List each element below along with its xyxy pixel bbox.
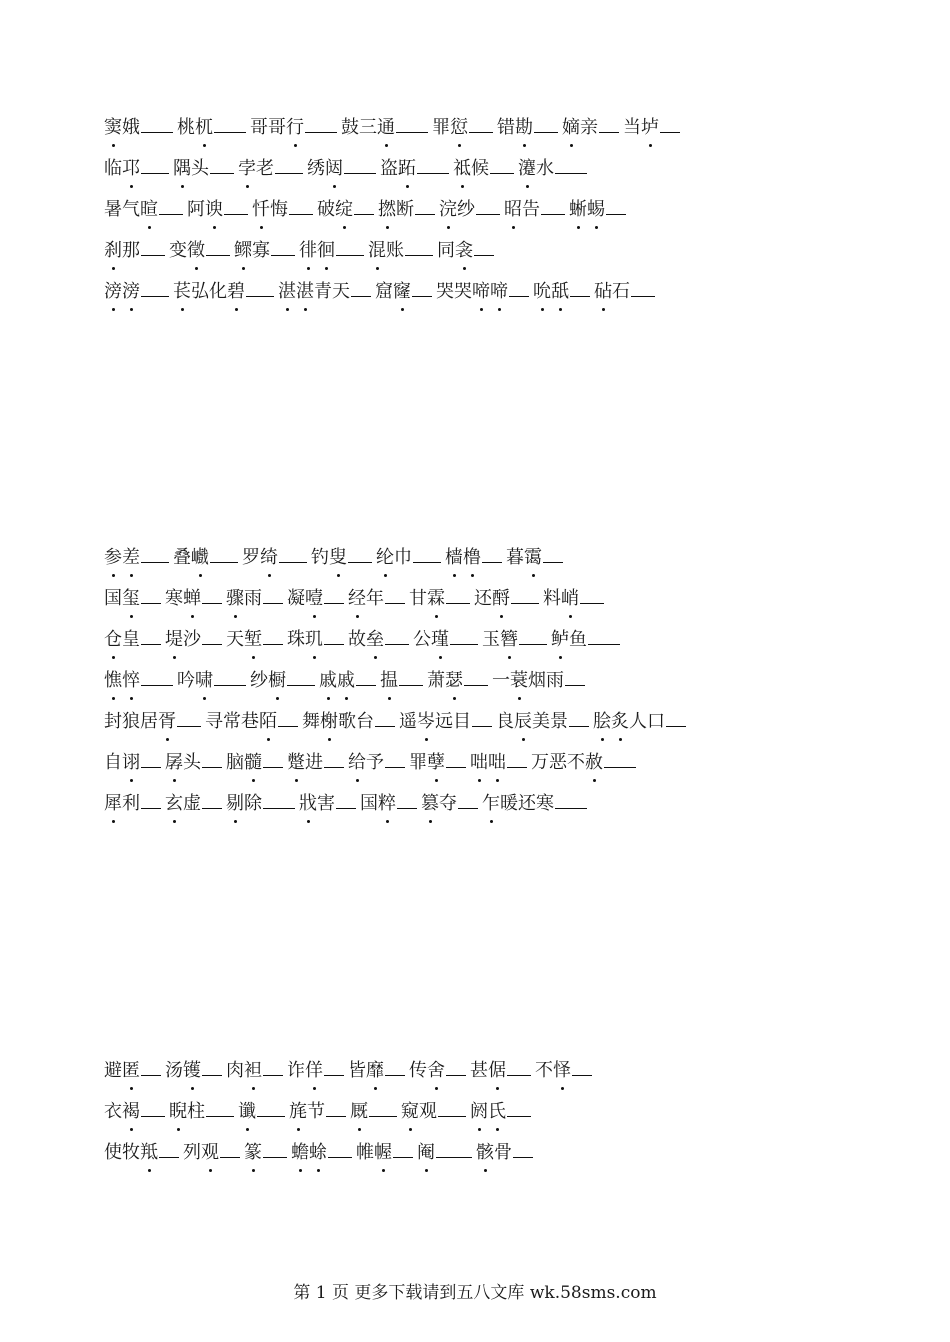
answer-blank[interactable] [385,643,409,645]
vocab-term: 睨柱 [169,1100,234,1124]
answer-blank[interactable] [278,725,298,727]
vocab-term: 樯橹 [445,546,502,570]
exercise-line [104,587,920,628]
vocab-term: 临邛 [104,157,169,181]
answer-blank[interactable] [405,254,433,256]
exercise-line [104,628,920,669]
vocab-term: 滂滂 [104,280,169,304]
vocab-term: 帷幄 [356,1141,413,1165]
answer-blank[interactable] [413,561,441,563]
vocab-term: 国玺 [104,587,161,611]
vocab-term: 祗候 [453,157,514,181]
vocab-term: 传舍 [409,1059,466,1083]
answer-blank[interactable] [159,213,183,215]
answer-blank[interactable] [565,684,585,686]
exercise-line [104,239,920,280]
answer-blank[interactable] [336,254,364,256]
vocab-term: 谶 [238,1100,285,1124]
answer-blank[interactable] [438,1115,466,1117]
answer-blank[interactable] [446,602,470,604]
vocab-term: 昭告 [504,198,565,222]
answer-blank[interactable] [351,295,371,297]
vocab-term: 凝噎 [287,587,344,611]
vocab-term: 戕害 [299,792,356,816]
vocab-term: 罪愆 [432,116,493,140]
vocab-term: 列观 [183,1141,240,1165]
vocab-term: 遥岑远目 [399,710,492,734]
vocab-term: 舞榭歌台 [302,710,395,734]
answer-blank[interactable] [569,725,589,727]
answer-blank[interactable] [263,1074,283,1076]
vocab-term: 仓皇 [104,628,161,652]
vocab-term: 寻常巷陌 [205,710,298,734]
answer-blank[interactable] [599,131,619,133]
vocab-term: 诈佯 [287,1059,344,1083]
answer-blank[interactable] [446,766,466,768]
answer-blank[interactable] [580,602,604,604]
vocab-term: 窦娥 [104,116,173,140]
vocab-term: 绣闼 [307,157,376,181]
vocab-term: 篆 [244,1141,287,1165]
answer-blank[interactable] [206,1115,234,1117]
exercise-section-3 [104,1059,920,1182]
vocab-term: 脍炙人口 [593,710,686,734]
vocab-term: 一蓑烟雨 [492,669,585,693]
vocab-term: 旄节 [289,1100,346,1124]
vocab-term: 不怿 [535,1059,592,1083]
vocab-term: 剔除 [226,792,295,816]
exercise-line [104,546,920,587]
answer-blank[interactable] [263,807,295,809]
answer-blank[interactable] [348,561,372,563]
answer-blank[interactable] [464,684,488,686]
vocab-term: 刹那 [104,239,165,263]
answer-blank[interactable] [385,602,405,604]
answer-blank[interactable] [210,561,238,563]
exercise-section-2 [104,546,920,833]
answer-blank[interactable] [396,131,428,133]
answer-blank[interactable] [555,172,587,174]
answer-blank[interactable] [328,1156,352,1158]
exercise-line [104,792,920,833]
vocab-term: 阿谀 [187,198,248,222]
answer-blank[interactable] [324,643,344,645]
vocab-term: 孱头 [165,751,222,775]
answer-blank[interactable] [450,643,478,645]
vocab-term: 错勘 [497,116,558,140]
answer-blank[interactable] [141,807,161,809]
answer-blank[interactable] [289,213,313,215]
vocab-term: 罪孽 [409,751,466,775]
answer-blank[interactable] [555,807,587,809]
vocab-term: 桃杌 [177,116,246,140]
vocab-term: 厩 [350,1100,397,1124]
vocab-term: 皆靡 [348,1059,405,1083]
answer-blank[interactable] [666,725,686,727]
vocab-term: 脑髓 [226,751,283,775]
answer-blank[interactable] [507,1074,531,1076]
answer-blank[interactable] [474,254,494,256]
answer-blank[interactable] [570,295,590,297]
answer-blank[interactable] [214,684,246,686]
vocab-term: 撚断 [378,198,435,222]
answer-blank[interactable] [393,1156,413,1158]
vocab-term: 衣褐 [104,1100,165,1124]
exercise-line [104,157,920,198]
vocab-term: 同衾 [437,239,494,263]
answer-blank[interactable] [476,213,500,215]
answer-blank[interactable] [275,172,303,174]
vocab-term: 窟窿 [375,280,432,304]
answer-blank[interactable] [519,643,547,645]
vocab-term: 经年 [348,587,405,611]
answer-blank[interactable] [263,643,283,645]
answer-blank[interactable] [305,131,337,133]
vocab-term: 鼓三通 [341,116,428,140]
vocab-term: 公瑾 [413,628,478,652]
vocab-term: 蹩进 [287,751,344,775]
vocab-term: 哭哭啼啼 [436,280,529,304]
answer-blank[interactable] [202,1074,222,1076]
vocab-term: 砧石 [594,280,655,304]
answer-blank[interactable] [375,725,395,727]
answer-blank[interactable] [279,561,307,563]
vocab-term: 当垆 [623,116,680,140]
answer-blank[interactable] [324,766,344,768]
vocab-term: 盗跖 [380,157,449,181]
answer-blank[interactable] [159,1156,179,1158]
exercise-line [104,751,920,792]
answer-blank[interactable] [177,725,201,727]
answer-blank[interactable] [263,1156,287,1158]
vocab-term: 天堑 [226,628,283,652]
vocab-term: 乍暖还寒 [482,792,587,816]
answer-blank[interactable] [206,254,230,256]
answer-blank[interactable] [385,766,405,768]
vocab-term: 嫡亲 [562,116,619,140]
vocab-term: 国粹 [360,792,417,816]
answer-blank[interactable] [513,1156,533,1158]
answer-blank[interactable] [141,1115,165,1117]
vocab-term: 戚戚 [319,669,376,693]
answer-blank[interactable] [509,295,529,297]
answer-blank[interactable] [507,766,527,768]
answer-blank[interactable] [141,131,173,133]
answer-blank[interactable] [202,602,222,604]
answer-blank[interactable] [287,684,315,686]
answer-blank[interactable] [572,1074,592,1076]
answer-blank[interactable] [141,766,161,768]
exercise-line [104,1100,920,1141]
page-footer: 第 1 页 更多下载请到五八文库 wk.58sms.com [293,1283,657,1303]
vocab-term: 罗绮 [242,546,307,570]
answer-blank[interactable] [511,602,539,604]
vocab-term: 暑气暄 [104,198,183,222]
vocab-term: 浣纱 [439,198,500,222]
answer-blank[interactable] [631,295,655,297]
answer-blank[interactable] [469,131,493,133]
exercise-line [104,1059,920,1100]
vocab-term: 珠玑 [287,628,344,652]
answer-blank[interactable] [606,213,626,215]
vocab-term: 揾 [380,669,423,693]
answer-blank[interactable] [344,172,376,174]
answer-blank[interactable] [326,1115,346,1117]
answer-blank[interactable] [660,131,680,133]
exercise-section-1 [104,116,920,321]
vocab-term: 忏悔 [252,198,313,222]
answer-blank[interactable] [354,213,374,215]
vocab-term: 隅头 [173,157,234,181]
answer-blank[interactable] [202,807,222,809]
vocab-term: 纱橱 [250,669,315,693]
answer-blank[interactable] [417,172,449,174]
vocab-term: 钓叟 [311,546,372,570]
vocab-term: 自诩 [104,751,161,775]
exercise-line [104,116,920,157]
vocab-term: 甚倨 [470,1059,531,1083]
vocab-term: 犀利 [104,792,161,816]
vocab-term: 堤沙 [165,628,222,652]
vocab-term: 汤镬 [165,1059,222,1083]
vocab-term: 瀽水 [518,157,587,181]
vocab-term: 甘霖 [409,587,470,611]
answer-blank[interactable] [482,561,502,563]
answer-blank[interactable] [399,684,423,686]
vocab-term: 叠巇 [173,546,238,570]
answer-blank[interactable] [324,602,344,604]
answer-blank[interactable] [543,561,563,563]
answer-blank[interactable] [141,295,169,297]
answer-blank[interactable] [534,131,558,133]
answer-blank[interactable] [246,295,274,297]
exercise-line [104,280,920,321]
vocab-term: 暮霭 [506,546,563,570]
answer-blank[interactable] [271,254,295,256]
answer-blank[interactable] [436,1156,472,1158]
vocab-term: 鲈鱼 [551,628,620,652]
answer-blank[interactable] [472,725,492,727]
vocab-term: 还酹 [474,587,539,611]
answer-blank[interactable] [141,684,173,686]
answer-blank[interactable] [415,213,435,215]
vocab-term: 蜥蜴 [569,198,626,222]
vocab-term: 玄虚 [165,792,222,816]
vocab-term: 孛老 [238,157,303,181]
answer-blank[interactable] [141,602,161,604]
vocab-term: 给予 [348,751,405,775]
answer-blank[interactable] [220,1156,240,1158]
answer-blank[interactable] [141,172,169,174]
vocab-term: 鳏寡 [234,239,295,263]
vocab-term: 良辰美景 [496,710,589,734]
answer-blank[interactable] [412,295,432,297]
answer-blank[interactable] [202,643,222,645]
vocab-term: 玉簪 [482,628,547,652]
vocab-term: 咄咄 [470,751,527,775]
vocab-term: 变徵 [169,239,230,263]
answer-blank[interactable] [224,213,248,215]
answer-blank[interactable] [263,602,283,604]
vocab-term: 篡夺 [421,792,478,816]
vocab-term: 寒蝉 [165,587,222,611]
answer-blank[interactable] [446,1074,466,1076]
exercise-line [104,1141,920,1182]
vocab-term: 故垒 [348,628,409,652]
vocab-term: 阏氏 [470,1100,531,1124]
vocab-term: 徘徊 [299,239,364,263]
answer-blank[interactable] [263,766,283,768]
vocab-term: 阉 [417,1141,472,1165]
vocab-term: 避匿 [104,1059,161,1083]
vocab-term: 蟾蜍 [291,1141,352,1165]
answer-blank[interactable] [458,807,478,809]
vocab-term: 窥观 [401,1100,466,1124]
answer-blank[interactable] [210,172,234,174]
vocab-term: 封狼居胥 [104,710,201,734]
answer-blank[interactable] [541,213,565,215]
vocab-term: 料峭 [543,587,604,611]
vocab-term: 使牧羝 [104,1141,179,1165]
answer-blank[interactable] [588,643,620,645]
exercise-line [104,669,920,710]
vocab-term: 骤雨 [226,587,283,611]
answer-blank[interactable] [141,1074,161,1076]
vocab-term: 憔悴 [104,669,173,693]
vocab-term: 吮舐 [533,280,590,304]
answer-blank[interactable] [141,561,169,563]
vocab-term: 苌弘化碧 [173,280,274,304]
vocab-term: 破绽 [317,198,374,222]
answer-blank[interactable] [385,1074,405,1076]
vocab-term: 混账 [368,239,433,263]
answer-blank[interactable] [214,131,246,133]
answer-blank[interactable] [257,1115,285,1117]
vocab-term: 萧瑟 [427,669,488,693]
vocab-term: 参差 [104,546,169,570]
answer-blank[interactable] [604,766,636,768]
vocab-term: 吟啸 [177,669,246,693]
vocab-term: 骸骨 [476,1141,533,1165]
answer-blank[interactable] [324,1074,344,1076]
answer-blank[interactable] [202,766,222,768]
vocab-term: 肉袒 [226,1059,283,1083]
answer-blank[interactable] [369,1115,397,1117]
answer-blank[interactable] [356,684,376,686]
exercise-line [104,710,920,751]
vocab-term: 哥哥行 [250,116,337,140]
vocab-term: 万恶不赦 [531,751,636,775]
answer-blank[interactable] [336,807,356,809]
vocab-term: 纶巾 [376,546,441,570]
answer-blank[interactable] [141,254,165,256]
exercise-line [104,198,920,239]
answer-blank[interactable] [397,807,417,809]
answer-blank[interactable] [141,643,161,645]
answer-blank[interactable] [490,172,514,174]
vocab-term: 湛湛青天 [278,280,371,304]
answer-blank[interactable] [507,1115,531,1117]
